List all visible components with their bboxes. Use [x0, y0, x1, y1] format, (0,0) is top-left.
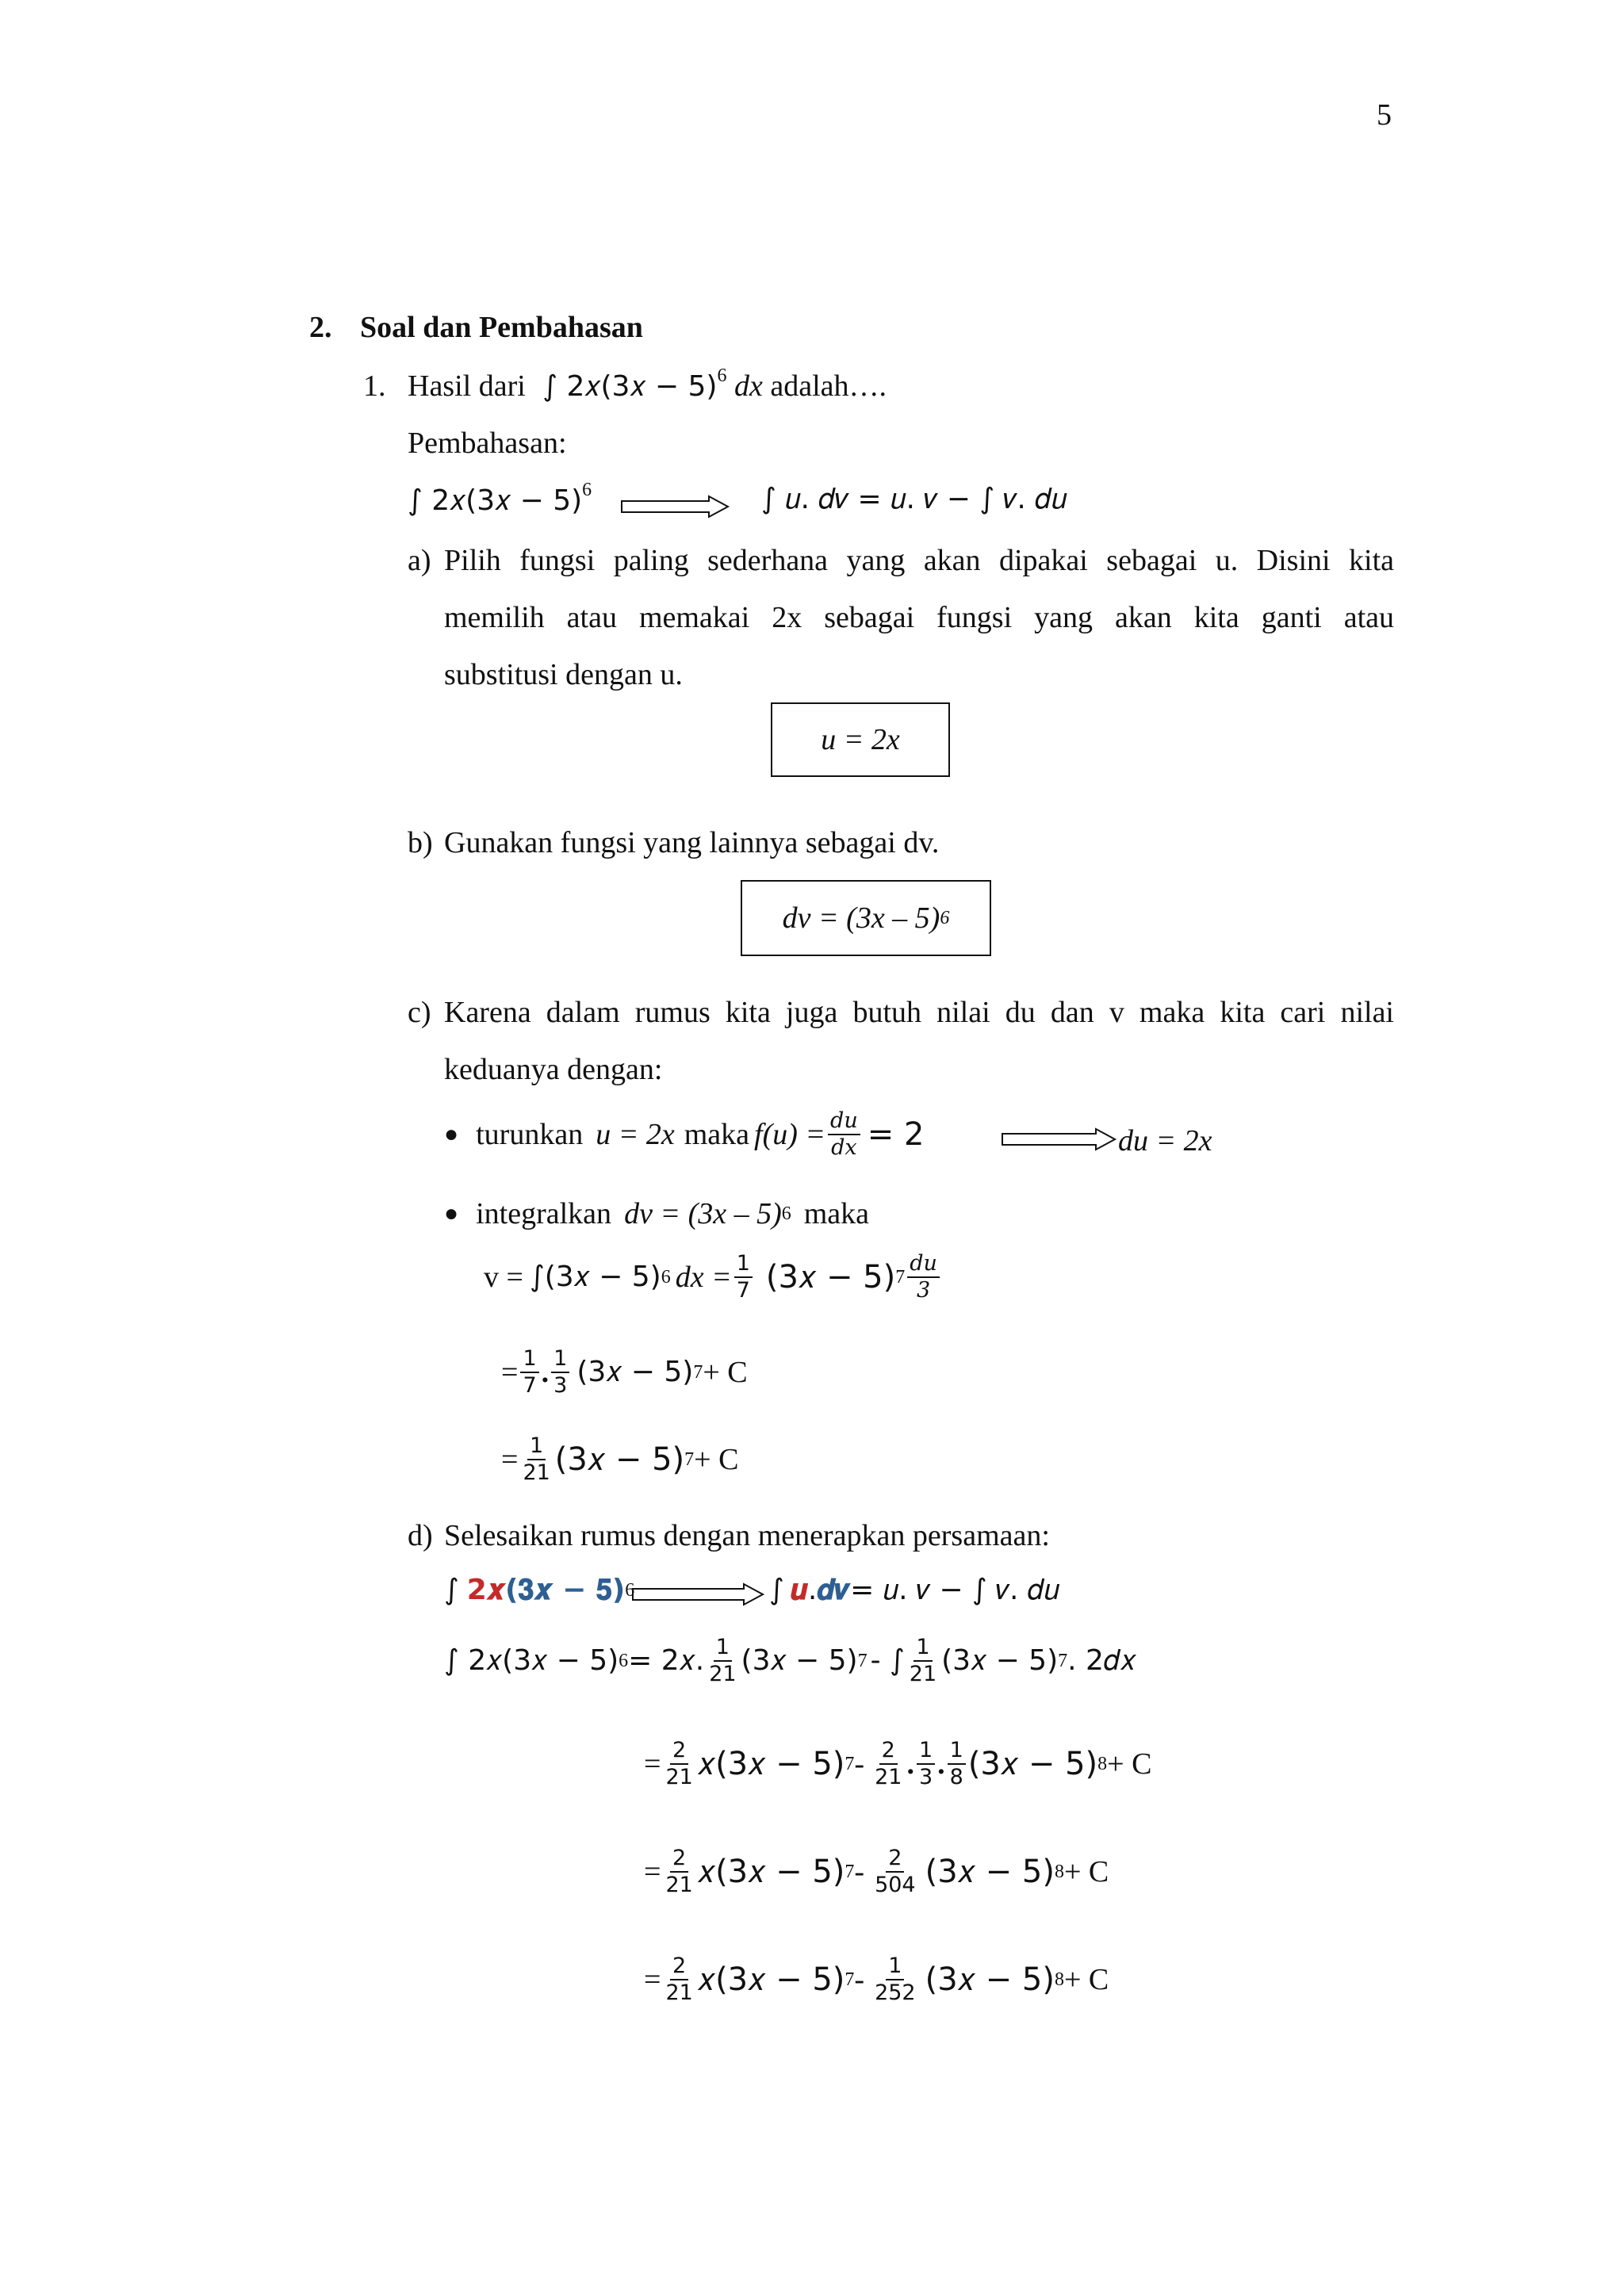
- section-title: Soal dan Pembahasan: [360, 311, 643, 344]
- fraction-denominator: 252: [875, 1980, 916, 2005]
- fraction-denominator: 21: [875, 1765, 902, 1789]
- du-dx-fraction: [828, 1108, 860, 1161]
- power-term: (3𝑥 − 5): [941, 1644, 1059, 1677]
- formula-lhs-text: ∫ 2𝑥(3𝑥 − 5): [408, 484, 583, 517]
- page-number: 5: [1377, 98, 1392, 132]
- problem-number: 1.: [363, 369, 386, 403]
- colored-integral-rhs: [769, 1576, 1059, 1605]
- fraction-one-eighth: [948, 1738, 966, 1790]
- u-term-highlight: 2𝒙: [466, 1574, 505, 1606]
- x-power-term: 𝑥(3𝑥 − 5): [697, 1961, 845, 1998]
- multiply-dot: .: [906, 1747, 914, 1781]
- fraction-numerator: 2: [886, 1846, 904, 1873]
- fraction-numerator: 1: [886, 1954, 904, 1980]
- fraction-two-twentyfirst: [663, 1738, 695, 1790]
- bullet1-verb: turunkan: [476, 1118, 584, 1151]
- differential-term: . 2𝑑𝑥: [1067, 1644, 1136, 1677]
- power-term: (3𝑥 − 5): [967, 1746, 1098, 1782]
- step-c-line-2: keduanya dengan:: [444, 1053, 663, 1086]
- power-term: (3𝑥 − 5): [741, 1644, 858, 1677]
- minus-sign: -: [854, 1963, 865, 1996]
- problem-tail: adalah….: [762, 369, 887, 403]
- dot: .: [807, 1574, 818, 1606]
- fraction-denominator: 8: [949, 1765, 963, 1789]
- implies-arrow-icon: [631, 1582, 766, 1606]
- fraction-denominator: 21: [665, 1980, 693, 2005]
- bullet1-maka: maka: [684, 1118, 750, 1151]
- u-definition-box: u = 2x: [771, 702, 950, 777]
- step-a-line-3: substitusi dengan u.: [444, 658, 683, 691]
- fraction-numerator: 1: [520, 1346, 538, 1373]
- fraction-numerator: 1: [551, 1346, 569, 1373]
- power-term: (3𝑥 − 5): [554, 1441, 685, 1478]
- fraction-two-twentyfirst: [663, 1846, 695, 1898]
- du-over-3-fraction: [907, 1251, 940, 1303]
- fraction-denominator: 7: [523, 1373, 537, 1398]
- fraction-denominator: 3: [918, 1765, 933, 1789]
- bullet-icon: ●: [444, 1121, 459, 1147]
- fraction-denominator: 21: [909, 1662, 937, 1686]
- fraction-numerator: 1: [527, 1433, 546, 1460]
- v-step-3: = $\frac{1}{21}$ (3𝑥 − 5) 7 + C: [501, 1433, 739, 1485]
- integral-sign: ∫: [444, 1574, 459, 1606]
- section-number: 2.: [309, 311, 332, 344]
- v-label: v =: [484, 1261, 523, 1294]
- fraction-two-over-504: [872, 1846, 918, 1898]
- multiply-dot: .: [541, 1356, 550, 1389]
- step-c-line-1: Karena dalam rumus kita juga butuh nilai du dan v maka kita cari nilai: [444, 996, 1394, 1029]
- dv-highlight: 𝒅𝒗: [817, 1574, 851, 1606]
- lhs-integral: ∫ 2𝑥(3𝑥 − 5): [444, 1644, 619, 1677]
- bullet2-maka: maka: [803, 1197, 870, 1230]
- v-step-2: = $\frac{1}{7}$ . $\frac{1}{3}$ (3𝑥 − 5) 7 + C: [501, 1346, 748, 1398]
- power-term: (3𝑥 − 5): [576, 1356, 694, 1388]
- fraction-denominator: 21: [665, 1765, 693, 1789]
- fraction-one-seventh: [734, 1251, 753, 1303]
- step-c-marker: c): [408, 996, 431, 1029]
- constant-term: + C: [1063, 1963, 1109, 1996]
- constant-term: + C: [703, 1356, 748, 1389]
- formula-lhs-exponent: 6: [582, 480, 592, 500]
- fraction-numerator: 2: [879, 1738, 898, 1765]
- fraction-denominator: 21: [709, 1662, 737, 1686]
- fraction-denominator: 21: [665, 1873, 693, 1897]
- equals-sign: =: [501, 1443, 519, 1476]
- fraction-numerator: 1: [914, 1635, 932, 1662]
- power-term: (3𝑥 − 5): [925, 1854, 1055, 1890]
- bullet1-fu: f(u) =: [754, 1118, 826, 1151]
- fraction-numerator: 2: [670, 1846, 688, 1873]
- constant-term: + C: [1063, 1855, 1109, 1888]
- colored-integral-lhs: ∫ 2𝒙 (𝟑𝒙 − 𝟓) 6: [444, 1574, 635, 1606]
- problem-dx: dx: [726, 369, 763, 403]
- fraction-numerator: 1: [917, 1738, 935, 1765]
- bullet2-dv: dv = (3x – 5): [624, 1197, 782, 1230]
- problem-exponent: 6: [717, 365, 727, 386]
- formula-rest: = 𝑢. 𝑣 − ∫ 𝑣. 𝑑𝑢: [850, 1574, 1060, 1606]
- minus-sign: -: [854, 1747, 865, 1781]
- fraction-numerator: 𝑑𝑢: [828, 1108, 860, 1135]
- fraction-one-third: [551, 1346, 569, 1399]
- v-power-term: (3𝑥 − 5): [765, 1259, 896, 1295]
- minus-integral: - ∫: [870, 1644, 905, 1677]
- fraction-one-twentyfirst: [907, 1635, 939, 1687]
- equals-sign: =: [644, 1747, 661, 1781]
- implies-arrow-icon: [1001, 1127, 1118, 1151]
- solution-line-1: ∫ 2𝑥(3𝑥 − 5) 6 = 2𝑥. $\frac{1}{21}$ (3𝑥 − 5) 7 - ∫ $\frac{1}{21}$ (3𝑥 − 5) 7 . 2𝑑𝑥: [444, 1635, 1136, 1686]
- du-result: du = 2x: [1118, 1124, 1212, 1158]
- solution-line-2: = $\frac{2}{21}$ 𝑥(3𝑥 − 5) 7 - $\frac{2}{21}$ . $\frac{1}{3}$ . $\frac{1}{8}$ (3𝑥 − 5) 8 + C: [644, 1738, 1152, 1789]
- fraction-two-twentyfirst: [872, 1738, 904, 1790]
- formula-lhs: [408, 480, 592, 517]
- x-power-term: 𝑥(3𝑥 − 5): [697, 1746, 845, 1782]
- bullet-turunkan: [444, 1108, 924, 1161]
- fraction-numerator: 2: [670, 1738, 688, 1765]
- bullet2-verb: integralkan: [476, 1197, 612, 1230]
- uv-product-start: = 2𝑥.: [628, 1644, 705, 1677]
- solution-line-3: = $\frac{2}{21}$ 𝑥(3𝑥 − 5) 7 - $\frac{2}{504}$ (3𝑥 − 5) 8 + C: [644, 1846, 1109, 1897]
- bullet-icon: ●: [444, 1200, 459, 1226]
- fraction-numerator: 1: [734, 1251, 753, 1278]
- fraction-denominator: 21: [523, 1460, 550, 1485]
- bullet-integralkan: ● integralkan dv = (3x – 5) 6 maka: [444, 1197, 870, 1230]
- fraction-numerator: 𝑑𝑢: [907, 1251, 940, 1278]
- fraction-numerator: 2: [670, 1954, 688, 1980]
- problem-lead: Hasil dari: [408, 369, 526, 403]
- fraction-one-twentyfirst: [520, 1433, 552, 1486]
- step-a-line-2: memilih atau memakai 2x sebagai fungsi yang akan kita ganti atau: [444, 601, 1394, 634]
- minus-sign: -: [854, 1855, 865, 1888]
- fraction-denominator: 7: [736, 1278, 750, 1303]
- v-dx: dx =: [675, 1261, 732, 1294]
- constant-term: + C: [1107, 1747, 1152, 1781]
- step-b-text: Gunakan fungsi yang lainnya sebagai dv.: [444, 826, 940, 859]
- v-integral-line: v = ∫(3𝑥 − 5) 6 dx = $\frac{1}{7}$ (3𝑥 − 5) 7 $\frac{\text{𝑑𝑢}}{3}$: [484, 1249, 942, 1305]
- formula-rhs: ∫ 𝑢. 𝑑𝑣 = 𝑢. 𝑣 − ∫ 𝑣. 𝑑𝑢: [761, 483, 1067, 515]
- fraction-denominator: 𝑑𝑥: [831, 1135, 857, 1160]
- problem-integral: ∫ 2𝑥(3𝑥 − 5): [542, 370, 718, 403]
- implies-arrow-icon: [620, 495, 731, 519]
- v-integrand: ∫(3𝑥 − 5): [529, 1261, 661, 1293]
- step-d-marker: d): [408, 1519, 433, 1552]
- fraction-one-over-252: [872, 1954, 918, 2006]
- x-power-term: 𝑥(3𝑥 − 5): [697, 1854, 845, 1890]
- bullet1-u: u = 2x: [596, 1118, 675, 1151]
- dv-term-highlight: (𝟑𝒙 − 𝟓): [504, 1574, 626, 1606]
- step-a-line-1: Pilih fungsi paling sederhana yang akan dipakai sebagai u. Disini kita: [444, 544, 1394, 577]
- dv-box-text: dv = (3x – 5): [782, 901, 940, 935]
- u-highlight: 𝒖: [790, 1574, 808, 1606]
- integral-sign: ∫: [769, 1574, 784, 1606]
- solution-line-4: = $\frac{2}{21}$ 𝑥(3𝑥 − 5) 7 - $\frac{1}{252}$ (3𝑥 − 5) 8 + C: [644, 1954, 1109, 2005]
- fraction-two-twentyfirst: [663, 1954, 695, 2006]
- section-heading: [309, 312, 643, 342]
- fraction-numerator: 1: [714, 1635, 732, 1662]
- fraction-denominator: 504: [875, 1873, 916, 1897]
- fraction-numerator: 1: [948, 1738, 966, 1765]
- step-a-marker: a): [408, 544, 431, 577]
- bullet1-value: = 2: [867, 1116, 925, 1153]
- dv-definition-box: dv = (3x – 5) 6: [741, 880, 991, 956]
- constant-term: + C: [694, 1443, 739, 1476]
- equals-sign: =: [501, 1356, 519, 1389]
- fraction-denominator: 3: [917, 1278, 931, 1303]
- fraction-one-seventh: [520, 1346, 538, 1399]
- multiply-dot: .: [937, 1747, 945, 1781]
- fraction-one-third: [917, 1738, 935, 1790]
- problem-statement: [363, 365, 887, 403]
- pembahasan-label: Pembahasan:: [408, 427, 567, 460]
- fraction-one-twentyfirst: [707, 1635, 738, 1687]
- step-d-text: Selesaikan rumus dengan menerapkan persamaan:: [444, 1519, 1050, 1552]
- fraction-denominator: 3: [553, 1373, 568, 1398]
- equals-sign: =: [644, 1855, 661, 1888]
- equals-sign: =: [644, 1963, 661, 1996]
- step-b-marker: b): [408, 826, 433, 859]
- power-term: (3𝑥 − 5): [925, 1961, 1055, 1998]
